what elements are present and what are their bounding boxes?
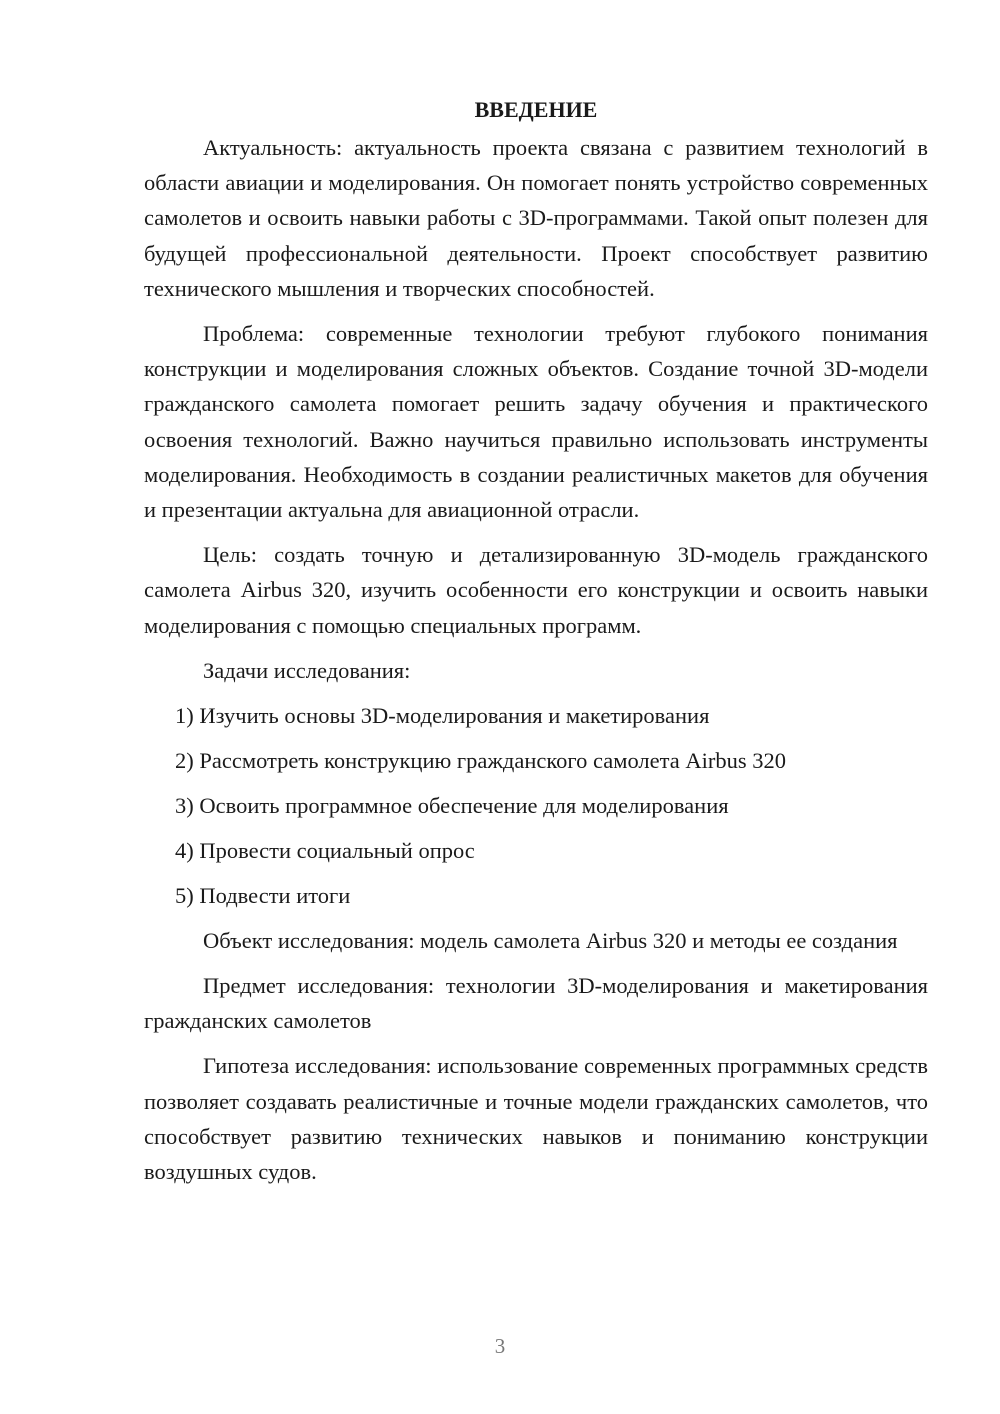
paragraph-hypothesis: Гипотеза исследования: использование современных программных средств позволяет создавать реалистичные и точные модели гражданских самолетов, что способствует развитию технических навыков и пониманию конструкции воздушных судов. <box>144 1053 928 1185</box>
task-item: 5) Подвести итоги <box>175 882 351 908</box>
page-number: 3 <box>494 1334 506 1358</box>
tasks-title: Задачи исследования: <box>203 657 411 683</box>
paragraph-subject: Предмет исследования: технологии 3D-моделирования и макетирования гражданских самолетов <box>144 973 928 1034</box>
task-item: 4) Провести социальный опрос <box>175 837 475 863</box>
paragraph-relevance: Актуальность: актуальность проекта связана с развитием технологий в области авиации и моделирования. Он помогает понять устройство современных самолетов и освоить навыки работы с 3D-программами. Такой опыт полезен для будущей профессиональной деятельности. Проект способствует развитию технического мышления и творческих способностей. <box>144 135 928 301</box>
task-item: 2) Рассмотреть конструкцию гражданского самолета Airbus 320 <box>175 747 786 773</box>
paragraph-object: Объект исследования: модель самолета Airbus 320 и методы ее создания <box>203 927 898 953</box>
paragraph-goal: Цель: создать точную и детализированную 3D-модель гражданского самолета Airbus 320, изучить особенности его конструкции и освоить навыки моделирования с помощью специальных программ. <box>144 542 928 638</box>
task-item: 3) Освоить программное обеспечение для моделирования <box>175 792 729 818</box>
tasks-list <box>144 698 928 913</box>
paragraph-problem: Проблема: современные технологии требуют глубокого понимания конструкции и моделирования сложных объектов. Создание точной 3D-модели гражданского самолета помогает решить задачу обучения и практического освоения технологий. Важно научиться правильно использовать инструменты моделирования. Необходимость в создании реалистичных макетов для обучения и презентации актуальна для авиационной отрасли. <box>144 321 928 523</box>
task-item: 1) Изучить основы 3D-моделирования и макетирования <box>175 702 710 728</box>
page-title: ВВЕДЕНИЕ <box>474 97 598 122</box>
document-page <box>144 92 928 1199</box>
